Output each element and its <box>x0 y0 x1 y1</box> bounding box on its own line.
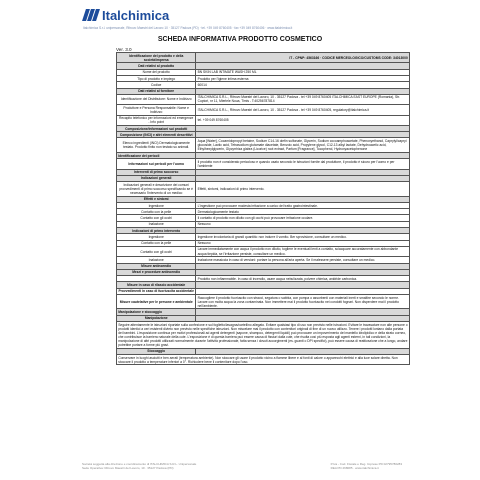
row-value: tel. +39 049 8760405 <box>196 115 410 125</box>
row-value: Nessuno <box>196 240 410 246</box>
page-footer <box>82 462 402 470</box>
table-row: Conservare in luoghi asciutti e ben aerati (temperatura ambiente). Non stoccare gli usare il prodotto vicino a fiamme libere e al fonti di calore o apparecchi elettrici e alla luce solare diretta. Non stoccare il prodotto a temperature inferiori a 0°. Richiudere bene il contenitore dopo l'uso. <box>117 355 410 365</box>
document-title: SCHEDA INFORMATIVA PRODOTTO COSMETICO <box>157 36 323 43</box>
row-label: Indicazioni generali e descrizione dei comuni provvedimenti di primo soccorso specificando se è necessario l'intervento di un medico <box>117 182 196 196</box>
section-header: Dati relativi al fornitore <box>117 88 410 94</box>
brand-mark-icon <box>83 9 99 21</box>
table-row <box>117 138 410 152</box>
header-contact <box>83 26 398 30</box>
document-version: Ver. 3.0 <box>116 47 132 52</box>
section-header: Misure in caso di rilascio accidentale <box>117 282 410 288</box>
row-value: Aqua [Water], Cocamidopropyl betaine, Sodium C14-16 olefin sulfonate, Glycerin, Sodium cocoamphoacetate, Phenoxyethanol, Caprylyl/capryl glucoside, Lactic acid, Tetrasodium glutamate diacetate, Benzoic acid, Propylene glycol, C12-13 alkyl lactate, Dehydroacetic acid, Ethylhexylglycerin, Glycyrrhiza glabra (Licorice) root extract, Parfum [Fragrance], Tocopherol, Hydroxyacetophenone <box>196 138 410 152</box>
row-value: Il contatto di prodotto non diluito con gli occhi può provocare irritazione oculare. <box>196 215 410 221</box>
row-label: Produttore e Persona Responsabile: Nome e Indirizzo <box>117 105 196 115</box>
footer-right: P.Iva - Cod. Fiscale e Reg. Imprese PD 02795780283 REA PD 268085 · www.italchimica.it <box>330 462 402 470</box>
row-label: Inalazione <box>117 221 196 227</box>
row-label: Contatto con gli occhi <box>117 215 196 221</box>
row-value: Inalazione massiccia in caso di versioni: portare la persona all'aria aperta. Se il malessere persiste, consultare un medico. <box>196 257 410 263</box>
row-label: Composizione (INCI) e altri elementi descrittivi <box>117 132 196 138</box>
row-value: Lavare immediatamente con acqua il prodotto non diluito, togliere le eventuali lenti a contatto, sciacquare accuratamente con abbondante acqua tiepida, se l'irritazione persiste, consultare un medico. <box>196 246 410 256</box>
section-header: Misure antincendio <box>117 263 410 269</box>
row-label: Contatto con gli occhi <box>117 246 196 256</box>
row-label: Nome del prodotto <box>117 69 196 75</box>
section-header: Dati relativi al prodotto <box>117 63 410 69</box>
table-row: Informazioni sui pericoli per l'uomo Il prodotto non è considerato pericoloso e quando usato secondo le istruzioni fornite dal produttore, il prodotto è sicuro per l'uomo e per l'ambiente <box>117 159 410 169</box>
row-label: Ingestione <box>117 234 196 240</box>
table-row <box>117 182 410 196</box>
info-table <box>116 52 410 365</box>
section-header: Manipolazione e stoccaggio <box>117 309 410 315</box>
brand-name: Italchimica <box>102 7 170 23</box>
row-label: Elenco ingredienti (INCI) Dermatologicamente testato. Prodotto finito non testato su animali. <box>117 138 196 152</box>
row-value: Prodotto per l'igiene intima esterna <box>196 75 410 81</box>
row-label: Codice <box>117 82 196 88</box>
header-contact-text: Italchimica S.r.l. unipersonale, Ritrovo Maestri del Lavoro 10 · 35127 Padova (PD) · tel. +39 049 8760405 · fax +39 049 8760406 · www.italchimica.it <box>83 26 293 30</box>
table-row <box>117 105 410 115</box>
row-value: ITALCHIMICA S.R.L., Ritrovo Maestri del Lavoro, 10 - 35127 Padova - tel +39 049 8760405, regulatory@italchimica.it <box>196 105 410 115</box>
table-row: Seguire attentamente le istruzioni riportate sulla confezione e sul foglietto/lavagna/cartellino allegato. Evitare qualsiasi tipo di uso non previsto nelle istruzioni. Evitare le travasature non alle persone o prodotti identici a ceri esistenti divieto non previsto nelle specifiche istruzioni. Non miscelare mai il prodotto con contenitori originali di fine di un nuovo utilizzo. Tenere i prodotti lontano dalla portata dei bambini. L'esposizione continua per motivi professionali ad agenti detergenti (sapone, shampoo, detergenti liquidi) può provocare un impoverimento del mantello idrolipidico e della strato corneo, che contribuisce la barriera naturale della cute. L'esposizione è di questa barriera può essere causa di fissiuri dalla cute, che risulta così più esposta agli agenti esterni, in tali condizioni, la manipolazione di altri prodotti utilizzati normalmente durante l'attività professionale, fatta senza i dovuti accorgimenti (es. guanti o DPI specifici), può essere causa di reattivazione che a lungo, andare potrebbe portare a forme più gravi. <box>118 322 408 348</box>
section-header: Indicazioni di primo intervento <box>117 228 410 234</box>
row-value: Dermatologicamente testato <box>196 209 410 215</box>
row-value: L'ingestione può provocare modesta irritazione a carico del tratto gastrointestinale. <box>196 202 410 208</box>
brand-logo <box>83 8 169 22</box>
row-value: Effetti, sintomi, indicazioni di primo intervento. <box>196 182 410 196</box>
row-value: IT - CPNP: 4563166 · CODICE MERCEOLOGICO/CUSTOMS CODE: 34013000 <box>196 53 410 63</box>
table-row <box>117 246 410 256</box>
row-label: Identificazione del prodotto e della società/impresa <box>117 53 196 63</box>
row-label: Ingestione <box>117 202 196 208</box>
table-row <box>117 53 410 63</box>
row-value: BN SKIN LAB INTIMATE WASH 250 ML <box>196 69 410 75</box>
section-header: Interventi di primo soccorso <box>117 169 410 175</box>
row-label: Identificazione del Distributore: Nome e Indirizzo <box>117 94 196 104</box>
section-header: Indicazioni generali <box>117 175 410 181</box>
row-value: 60014 <box>196 82 410 88</box>
row-value: Prodotto non infiammabile. In caso di incendio, usare acqua nebulizzata, polvere chimica, anidride carbonica. <box>196 276 410 282</box>
row-label: Contatto con la pelle <box>117 240 196 246</box>
row-label: Inalazione <box>117 257 196 263</box>
row-label: Recapito telefonico per informazioni ed emergenze - Info point <box>117 115 196 125</box>
table-row: Misure cautelative per le persone e ambientale Raccogliere il prodotto fuoriuscito con stracci, segatura o sabbia, con pompa o assorbenti con materiali inerti e smaltire secondo le norme. Lavare con molta acqua la zona contaminata. Non immettere mai il prodotto fuoriuscito nei condotti fognari. Non disperdere mai il prodotto nell'ambiente. <box>117 294 410 308</box>
section-header: Identificazione dei pericoli <box>117 152 410 158</box>
section-header: Effetti e sintomi <box>117 196 410 202</box>
section-header: Composizione/informazioni sui prodotti <box>117 125 410 131</box>
row-value: Ingestione involontaria di grandi quantità: non indurre il vomito. Ber sprovisione, consultare un medico. <box>196 234 410 240</box>
section-header: Manipolazione <box>117 315 410 321</box>
table-row <box>117 94 410 104</box>
row-label: Tipo di prodotto e impiego <box>117 75 196 81</box>
footer-left: Società soggetta alla direzione e coordinamento di ITALCHIMICA S.R.L. Unipersonale Sede Operativa: Ritrovo Maestri del Lavoro, 10 · 35127 Padova (PD) <box>82 462 197 470</box>
row-value: ITALCHIMICA S.R.L., Ritrovo Maestri del Lavoro, 10 - 35127 Padova - tel +39 049 8760405 ITALCHIMICA EAST EUROPE (Romania), Str. Cuptori, nr 11, Mierlele Noua, Timis - T:40256787814 <box>196 94 410 104</box>
section-header: Stoccaggio <box>117 348 410 354</box>
row-value: Nessuno <box>196 221 410 227</box>
row-label: Contatto con la pelle <box>117 209 196 215</box>
table-row: Provvedimenti in caso di fuoriuscita accidentale <box>117 288 410 294</box>
table-row <box>117 115 410 125</box>
row-label: Mezzi e procedure antincendio <box>117 269 196 275</box>
